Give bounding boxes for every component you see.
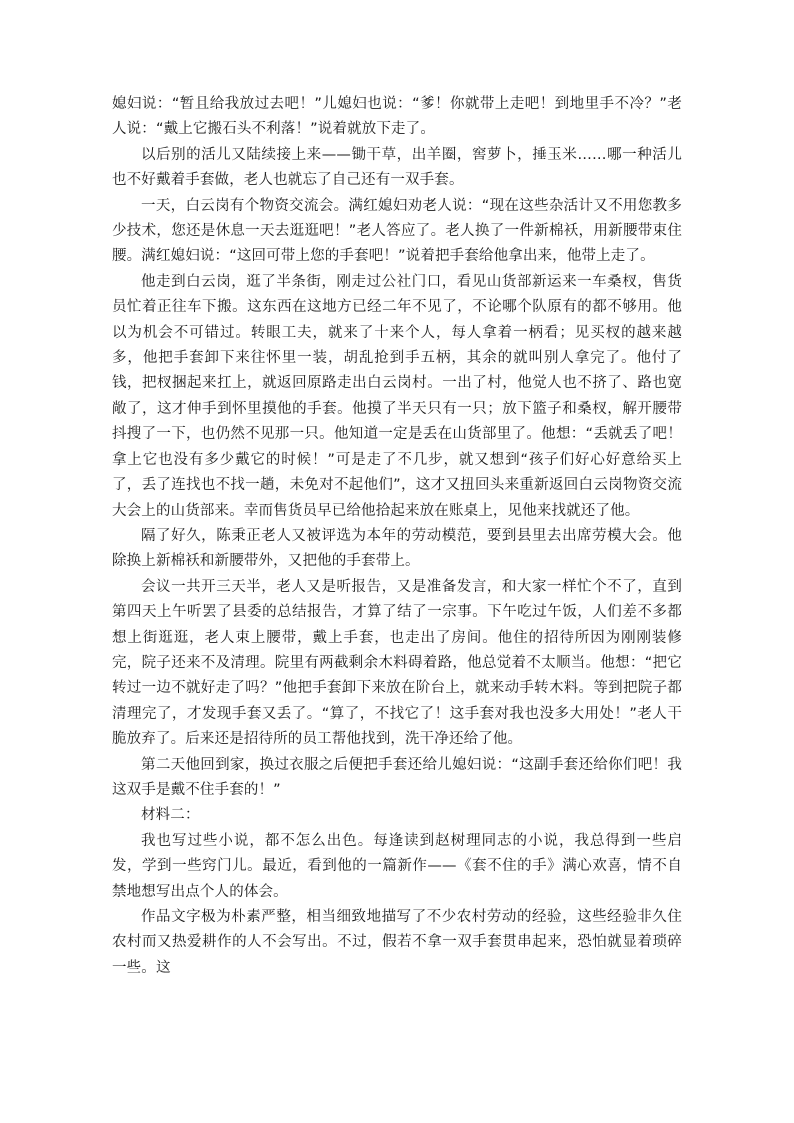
paragraph-2: 以后别的活儿又陆续接上来——锄干草，出羊圈，窖萝卜，捶玉米……哪一种活儿也不好戴着手套做，老人也就忘了自己还有一双手套。 [112, 146, 682, 189]
paragraph-8: 我也写过些小说，都不怎么出色。每逢读到赵树理同志的小说，我总得到一些启发，学到一些窍门儿。最近，看到他的一篇新作——《套不住的手》满心欢喜，情不自禁地想写出点个人的体会。 [112, 832, 682, 900]
paragraph-7: 第二天他回到家，换过衣服之后便把手套还给儿媳妇说：“这副手套还给你们吧！我这双手是戴不住手套的！” [112, 756, 682, 798]
paragraph-9: 作品文字极为朴素严整，相当细致地描写了不少农村劳动的经验，这些经验非久住农村而又热爱耕作的人不会写出。不过，假若不拿一双手套贯串起来，恐怕就显着琐碎一些。这 [112, 909, 682, 976]
paragraph-6: 会议一共开三天半，老人又是听报告，又是准备发言，和大家一样忙个不了，直到第四天上午听罢了县委的总结报告，才算了结了一宗事。下午吃过午饭，人们差不多都想上街逛逛，老人束上腰带，戴上手套，也走出了房间。他住的招待所因为刚刚装修完，院子还来不及清理。院里有两截剩余木料碍着路，他总觉着不太顺当。他想：“把它转过一边不就好走了吗？”他把手套卸下来放在阶台上，就来动手转木料。等到把院子都清理完了，才发现手套又丢了。“算了，不找它了！这手套对我也没多大用处！”老人干脆放弃了。后来还是招待所的员工帮他找到，洗干净还给了他。 [112, 578, 682, 748]
paragraph-4: 他走到白云岗，逛了半条街，刚走过公社门口，看见山货部新运来一车桑杈，售货员忙着正往车下搬。这东西在这地方已经二年不见了，不论哪个队原有的都不够用。他以为机会不可错过。转眼工夫，就来了十来个人，每人拿着一柄看；见买杈的越来越多，他把手套卸下来往怀里一装，胡乱抢到手五柄，其余的就叫别人拿完了。他付了钱，把杈捆起来扛上，就返回原路走出白云岗村。一出了村，他觉人也不挤了、路也宽敞了，这才伸手到怀里摸他的手套。他摸了半天只有一只；放下篮子和桑杈，解开腰带抖搜了一下，也仍然不见那一只。他知道一定是丢在山货部里了。他想：“丢就丢了吧！拿上它也没有多少戴它的时候！”可是走了不几步，就又想到“孩子们好心好意给买上了，丢了连找也不找一趟，未免对不起他们”，这才又扭回头来重新返回白云岗物资交流大会上的山货部来。幸而售货员早已给他拾起来放在账桌上，见他来找就还了他。 [112, 273, 682, 519]
paragraph-5: 隔了好久，陈秉正老人又被评选为本年的劳动模范，要到县里去出席劳模大会。他除换上新棉袄和新腰带外，又把他的手套带上。 [112, 527, 682, 570]
section-heading-material-two: 材料二： [141, 807, 200, 824]
paragraph-3: 一天，白云岗有个物资交流会。满红媳妇劝老人说：“现在这些杂活计又不用您教多少技术，您还是休息一天去逛逛吧！”老人答应了。老人换了一件新棉袄，用新腰带束住腰。满红媳妇说：“这回可带上您的手套吧！”说着把手套给他拿出来，他带上走了。 [112, 197, 682, 265]
paragraph-1: 媳妇说：“暂且给我放过去吧！”儿媳妇也说：“爹！你就带上走吧！到地里手不冷？”老人说：“戴上它搬石头不利落！”说着就放下走了。 [112, 96, 682, 138]
document-page [112, 92, 682, 981]
